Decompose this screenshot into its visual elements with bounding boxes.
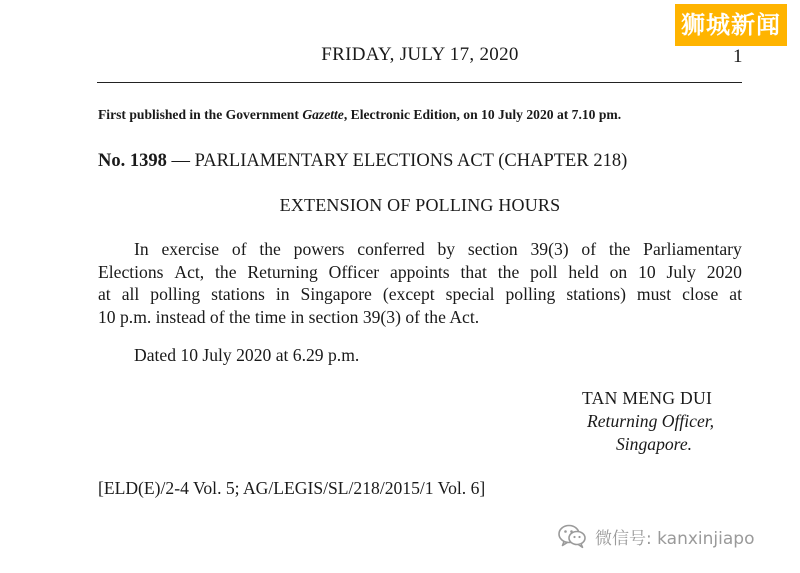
- body-word: appoints: [390, 261, 450, 282]
- body-word: the: [608, 239, 631, 259]
- body-line-3: [98, 283, 742, 306]
- body-word: Returning: [247, 261, 318, 282]
- body-word: must: [636, 284, 672, 304]
- body-word: Act,: [174, 261, 205, 282]
- body-word: of: [231, 239, 247, 259]
- body-word: exercise: [161, 239, 220, 259]
- wechat-icon: [557, 523, 587, 549]
- body-word: special: [445, 284, 495, 304]
- body-word: Elections: [98, 261, 164, 282]
- body-word: the: [259, 239, 281, 259]
- body-line-4: 10 p.m. instead of the time in section 39(3) of the Act.: [98, 306, 480, 327]
- body-word: in: [275, 284, 290, 304]
- body-word: conferred: [357, 239, 425, 259]
- body-word: at: [98, 284, 111, 304]
- body-word: Singapore: [300, 284, 372, 304]
- body-line-1: [98, 238, 742, 261]
- body-word: (except: [382, 284, 435, 304]
- body-word: held: [568, 261, 599, 282]
- body-word: stations): [566, 284, 626, 304]
- notice-number: No. 1398: [98, 151, 167, 171]
- body-word: at: [729, 284, 742, 304]
- body-word: on: [609, 261, 628, 282]
- publication-prefix: First published in the Government: [98, 107, 303, 122]
- signatory-title: Returning Officer,: [587, 411, 715, 431]
- body-word: the: [497, 261, 520, 282]
- dated-line: Dated 10 July 2020 at 6.29 p.m.: [134, 345, 360, 365]
- notice-body: [98, 238, 742, 328]
- signatory-name: TAN MENG DUI: [582, 388, 713, 408]
- body-word: July: [666, 261, 696, 282]
- body-word: Officer: [328, 261, 380, 282]
- body-word: Parliamentary: [643, 239, 742, 259]
- gazette-word: Gazette: [302, 107, 344, 122]
- publication-note: [98, 107, 621, 123]
- wechat-id: 微信号: kanxinjiapo: [595, 528, 755, 549]
- body-line-2: [98, 261, 742, 284]
- notice-act: — PARLIAMENTARY ELECTIONS ACT (CHAPTER 218): [166, 151, 628, 171]
- signatory-place: Singapore.: [616, 434, 693, 454]
- body-word: close: [682, 284, 719, 304]
- body-word: In: [134, 239, 149, 259]
- header-divider: [97, 82, 742, 83]
- body-word: of: [581, 239, 597, 259]
- body-word: all: [121, 284, 140, 304]
- page-number: 1: [733, 46, 743, 67]
- body-word: 10: [638, 261, 656, 282]
- body-word: poll: [530, 261, 558, 282]
- notice-heading: [98, 151, 627, 172]
- body-word: the: [215, 261, 237, 282]
- reference-line: [ELD(E)/2-4 Vol. 5; AG/LEGIS/SL/218/2015/1 Vol. 6]: [98, 478, 486, 498]
- brand-watermark: 狮城新闻: [675, 4, 787, 46]
- body-word: section: [467, 239, 518, 259]
- body-word: 39(3): [530, 239, 569, 259]
- publication-suffix: , Electronic Edition, on 10 July 2020 at 7.10 pm.: [343, 107, 622, 122]
- body-word: stations: [211, 284, 265, 304]
- notice-title: EXTENSION OF POLLING HOURS: [279, 195, 561, 215]
- body-word: powers: [293, 239, 345, 259]
- body-word: by: [437, 239, 456, 259]
- wechat-watermark: [557, 523, 754, 549]
- gazette-date: FRIDAY, JULY 17, 2020: [321, 44, 519, 65]
- body-word: 2020: [706, 261, 742, 282]
- body-word: that: [460, 261, 487, 282]
- body-word: polling: [150, 284, 201, 304]
- body-word: polling: [505, 284, 556, 304]
